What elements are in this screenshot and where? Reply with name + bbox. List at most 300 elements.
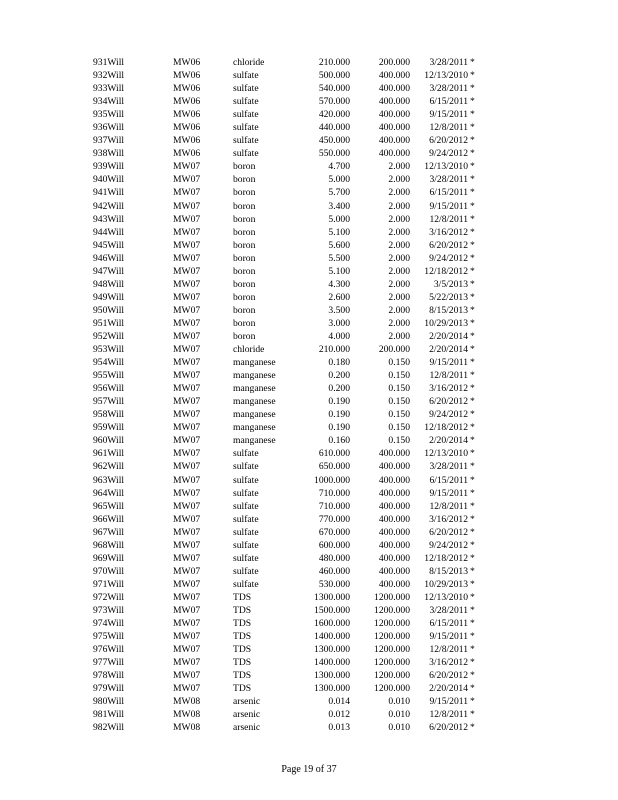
standard-value: 0.150 [388, 435, 410, 447]
well-id: MW07 [173, 278, 201, 290]
table-row [0, 304, 618, 317]
result-value: 5.000 [328, 213, 350, 225]
sample-date: 12/8/2011 [429, 122, 468, 134]
parameter: manganese [233, 409, 276, 421]
result-value: 550.000 [318, 148, 350, 160]
result-value: 3.500 [328, 304, 350, 316]
record-number: 935Will [93, 109, 125, 121]
table-row [0, 474, 618, 487]
sample-date: 8/15/2013 [429, 565, 468, 577]
table-row [0, 121, 618, 134]
standard-value: 400.000 [378, 148, 410, 160]
standard-value: 0.150 [388, 357, 410, 369]
exceedance-flag: * [470, 70, 475, 82]
table-row [0, 552, 618, 565]
record-number: 957Will [93, 396, 125, 408]
sample-date: 10/29/2013 [424, 578, 468, 590]
exceedance-flag: * [470, 278, 475, 290]
table-row [0, 434, 618, 447]
standard-value: 1200.000 [374, 670, 410, 682]
result-value: 5.700 [328, 187, 350, 199]
parameter: sulfate [233, 500, 259, 512]
exceedance-flag: * [470, 487, 475, 499]
standard-value: 400.000 [378, 565, 410, 577]
record-number: 958Will [93, 409, 125, 421]
table-row [0, 147, 618, 160]
well-id: MW07 [173, 474, 201, 486]
well-id: MW07 [173, 683, 201, 695]
exceedance-flag: * [470, 539, 475, 551]
sample-date: 9/15/2011 [429, 631, 468, 643]
result-value: 5.500 [328, 252, 350, 264]
record-number: 946Will [93, 252, 125, 264]
table-row [0, 56, 618, 69]
exceedance-flag: * [470, 304, 475, 316]
page-footer [0, 764, 618, 775]
parameter: sulfate [233, 461, 259, 473]
parameter: chloride [233, 344, 265, 356]
result-value: 0.200 [328, 370, 350, 382]
table-row [0, 460, 618, 473]
table-row [0, 173, 618, 186]
standard-value: 2.000 [388, 304, 410, 316]
data-table [0, 56, 618, 734]
standard-value: 2.000 [388, 239, 410, 251]
record-number: 933Will [93, 83, 125, 95]
parameter: boron [233, 278, 256, 290]
well-id: MW07 [173, 448, 201, 460]
parameter: manganese [233, 396, 276, 408]
well-id: MW07 [173, 618, 201, 630]
standard-value: 2.000 [388, 252, 410, 264]
table-row [0, 421, 618, 434]
standard-value: 2.000 [388, 291, 410, 303]
table-row [0, 721, 618, 734]
exceedance-flag: * [470, 604, 475, 616]
parameter: boron [233, 252, 256, 264]
result-value: 4.700 [328, 161, 350, 173]
standard-value: 400.000 [378, 135, 410, 147]
sample-date: 3/28/2011 [429, 57, 468, 68]
sample-date: 9/15/2011 [429, 200, 468, 212]
exceedance-flag: * [470, 213, 475, 225]
exceedance-flag: * [470, 370, 475, 382]
sample-date: 3/16/2012 [429, 226, 468, 238]
result-value: 530.000 [318, 578, 350, 590]
result-value: 1300.000 [314, 683, 350, 695]
table-row [0, 487, 618, 500]
result-value: 670.000 [318, 526, 350, 538]
table-row [0, 95, 618, 108]
well-id: MW08 [173, 696, 201, 708]
table-row [0, 669, 618, 682]
table-row [0, 108, 618, 121]
record-number: 975Will [93, 631, 125, 643]
result-value: 5.000 [328, 174, 350, 186]
well-id: MW07 [173, 526, 201, 538]
result-value: 1400.000 [314, 657, 350, 669]
sample-date: 9/24/2012 [429, 252, 468, 264]
table-row [0, 578, 618, 591]
result-value: 0.190 [328, 409, 350, 421]
table-row [0, 160, 618, 173]
standard-value: 0.150 [388, 409, 410, 421]
standard-value: 1200.000 [374, 657, 410, 669]
record-number: 941Will [93, 187, 125, 199]
table-row [0, 395, 618, 408]
well-id: MW08 [173, 722, 201, 734]
table-row [0, 69, 618, 82]
parameter: sulfate [233, 122, 259, 134]
standard-value: 0.150 [388, 383, 410, 395]
record-number: 959Will [93, 422, 125, 434]
exceedance-flag: * [470, 409, 475, 421]
well-id: MW08 [173, 709, 201, 721]
sample-date: 12/8/2011 [429, 709, 468, 721]
table-row [0, 343, 618, 356]
result-value: 450.000 [318, 135, 350, 147]
result-value: 1600.000 [314, 618, 350, 630]
parameter: boron [233, 239, 256, 251]
table-row [0, 695, 618, 708]
table-row [0, 591, 618, 604]
record-number: 962Will [93, 461, 125, 473]
record-number: 980Will [93, 696, 125, 708]
standard-value: 0.010 [388, 696, 410, 708]
parameter: manganese [233, 422, 276, 434]
well-id: MW06 [173, 96, 201, 108]
table-row [0, 200, 618, 213]
standard-value: 2.000 [388, 330, 410, 342]
result-value: 4.000 [328, 330, 350, 342]
result-value: 710.000 [318, 487, 350, 499]
well-id: MW07 [173, 409, 201, 421]
standard-value: 1200.000 [374, 604, 410, 616]
result-value: 540.000 [318, 83, 350, 95]
exceedance-flag: * [470, 578, 475, 590]
exceedance-flag: * [470, 317, 475, 329]
standard-value: 2.000 [388, 213, 410, 225]
parameter: sulfate [233, 474, 259, 486]
sample-date: 9/24/2012 [429, 148, 468, 160]
well-id: MW07 [173, 487, 201, 499]
exceedance-flag: * [470, 174, 475, 186]
table-row [0, 213, 618, 226]
table-row [0, 539, 618, 552]
exceedance-flag: * [470, 83, 475, 95]
standard-value: 400.000 [378, 122, 410, 134]
record-number: 967Will [93, 526, 125, 538]
sample-date: 2/20/2014 [429, 683, 468, 695]
parameter: sulfate [233, 96, 259, 108]
well-id: MW07 [173, 396, 201, 408]
table-row [0, 408, 618, 421]
sample-date: 3/28/2011 [429, 83, 468, 95]
table-row [0, 265, 618, 278]
well-id: MW07 [173, 539, 201, 551]
record-number: 948Will [93, 278, 125, 290]
standard-value: 0.150 [388, 370, 410, 382]
result-value: 3.000 [328, 317, 350, 329]
result-value: 0.160 [328, 435, 350, 447]
sample-date: 12/18/2012 [424, 422, 468, 434]
well-id: MW07 [173, 461, 201, 473]
parameter: TDS [233, 631, 252, 643]
standard-value: 1200.000 [374, 644, 410, 656]
record-number: 931Will [93, 57, 125, 68]
exceedance-flag: * [470, 631, 475, 643]
record-number: 938Will [93, 148, 125, 160]
table-row [0, 500, 618, 513]
well-id: MW06 [173, 57, 201, 68]
sample-date: 12/18/2012 [424, 552, 468, 564]
result-value: 440.000 [318, 122, 350, 134]
standard-value: 2.000 [388, 317, 410, 329]
sample-date: 3/16/2012 [429, 657, 468, 669]
sample-date: 12/13/2010 [424, 161, 468, 173]
well-id: MW07 [173, 213, 201, 225]
parameter: boron [233, 226, 256, 238]
parameter: sulfate [233, 135, 259, 147]
sample-date: 2/20/2014 [429, 435, 468, 447]
record-number: 956Will [93, 383, 125, 395]
sample-date: 6/20/2012 [429, 722, 468, 734]
parameter: TDS [233, 683, 252, 695]
record-number: 979Will [93, 683, 125, 695]
table-row [0, 186, 618, 199]
parameter: boron [233, 187, 256, 199]
well-id: MW07 [173, 513, 201, 525]
result-value: 650.000 [318, 461, 350, 473]
exceedance-flag: * [470, 552, 475, 564]
exceedance-flag: * [470, 161, 475, 173]
parameter: sulfate [233, 83, 259, 95]
table-row [0, 382, 618, 395]
parameter: arsenic [233, 709, 261, 721]
record-number: 942Will [93, 200, 125, 212]
record-number: 947Will [93, 265, 125, 277]
sample-date: 2/20/2014 [429, 330, 468, 342]
well-id: MW06 [173, 70, 201, 82]
exceedance-flag: * [470, 200, 475, 212]
result-value: 710.000 [318, 500, 350, 512]
result-value: 0.014 [328, 696, 350, 708]
well-id: MW07 [173, 187, 201, 199]
record-number: 961Will [93, 448, 125, 460]
exceedance-flag: * [470, 591, 475, 603]
well-id: MW07 [173, 631, 201, 643]
exceedance-flag: * [470, 96, 475, 108]
exceedance-flag: * [470, 252, 475, 264]
result-value: 1400.000 [314, 631, 350, 643]
sample-date: 6/20/2012 [429, 396, 468, 408]
result-value: 770.000 [318, 513, 350, 525]
standard-value: 400.000 [378, 539, 410, 551]
exceedance-flag: * [470, 461, 475, 473]
parameter: manganese [233, 370, 276, 382]
sample-date: 6/15/2011 [429, 474, 468, 486]
table-row [0, 278, 618, 291]
sample-date: 6/20/2012 [429, 239, 468, 251]
result-value: 480.000 [318, 552, 350, 564]
result-value: 0.190 [328, 422, 350, 434]
table-row [0, 643, 618, 656]
record-number: 937Will [93, 135, 125, 147]
exceedance-flag: * [470, 109, 475, 121]
table-row [0, 682, 618, 695]
result-value: 600.000 [318, 539, 350, 551]
parameter: boron [233, 265, 256, 277]
sample-date: 3/16/2012 [429, 513, 468, 525]
record-number: 943Will [93, 213, 125, 225]
exceedance-flag: * [470, 500, 475, 512]
result-value: 500.000 [318, 70, 350, 82]
table-row [0, 656, 618, 669]
result-value: 2.600 [328, 291, 350, 303]
sample-date: 6/15/2011 [429, 96, 468, 108]
exceedance-flag: * [470, 291, 475, 303]
table-row [0, 252, 618, 265]
sample-date: 3/28/2011 [429, 604, 468, 616]
table-row [0, 317, 618, 330]
table-row [0, 226, 618, 239]
table-row [0, 82, 618, 95]
result-value: 460.000 [318, 565, 350, 577]
parameter: boron [233, 161, 256, 173]
well-id: MW07 [173, 174, 201, 186]
exceedance-flag: * [470, 396, 475, 408]
sample-date: 12/13/2010 [424, 448, 468, 460]
parameter: TDS [233, 657, 252, 669]
sample-date: 9/15/2011 [429, 109, 468, 121]
well-id: MW07 [173, 435, 201, 447]
exceedance-flag: * [470, 670, 475, 682]
well-id: MW07 [173, 317, 201, 329]
exceedance-flag: * [470, 683, 475, 695]
record-number: 969Will [93, 552, 125, 564]
standard-value: 400.000 [378, 526, 410, 538]
record-number: 973Will [93, 604, 125, 616]
sample-date: 12/8/2011 [429, 644, 468, 656]
exceedance-flag: * [470, 383, 475, 395]
sample-date: 3/28/2011 [429, 174, 468, 186]
exceedance-flag: * [470, 618, 475, 630]
standard-value: 2.000 [388, 161, 410, 173]
record-number: 978Will [93, 670, 125, 682]
parameter: sulfate [233, 539, 259, 551]
record-number: 945Will [93, 239, 125, 251]
exceedance-flag: * [470, 226, 475, 238]
standard-value: 200.000 [378, 57, 410, 68]
table-row [0, 513, 618, 526]
standard-value: 2.000 [388, 226, 410, 238]
sample-date: 12/13/2010 [424, 591, 468, 603]
parameter: arsenic [233, 696, 261, 708]
record-number: 960Will [93, 435, 125, 447]
exceedance-flag: * [470, 474, 475, 486]
parameter: sulfate [233, 565, 259, 577]
standard-value: 1200.000 [374, 618, 410, 630]
exceedance-flag: * [470, 265, 475, 277]
record-number: 954Will [93, 357, 125, 369]
standard-value: 2.000 [388, 174, 410, 186]
record-number: 970Will [93, 565, 125, 577]
well-id: MW07 [173, 552, 201, 564]
table-row [0, 708, 618, 721]
table-row [0, 447, 618, 460]
exceedance-flag: * [470, 696, 475, 708]
record-number: 936Will [93, 122, 125, 134]
table-row [0, 526, 618, 539]
result-value: 1500.000 [314, 604, 350, 616]
parameter: sulfate [233, 578, 259, 590]
parameter: TDS [233, 644, 252, 656]
record-number: 968Will [93, 539, 125, 551]
table-row [0, 239, 618, 252]
exceedance-flag: * [470, 644, 475, 656]
exceedance-flag: * [470, 330, 475, 342]
well-id: MW07 [173, 370, 201, 382]
standard-value: 1200.000 [374, 591, 410, 603]
exceedance-flag: * [470, 357, 475, 369]
table-row [0, 134, 618, 147]
well-id: MW07 [173, 500, 201, 512]
parameter: chloride [233, 57, 265, 68]
standard-value: 400.000 [378, 552, 410, 564]
parameter: boron [233, 291, 256, 303]
parameter: TDS [233, 591, 252, 603]
standard-value: 1200.000 [374, 631, 410, 643]
record-number: 972Will [93, 591, 125, 603]
result-value: 210.000 [318, 57, 350, 68]
result-value: 0.012 [328, 709, 350, 721]
parameter: TDS [233, 604, 252, 616]
parameter: sulfate [233, 526, 259, 538]
parameter: boron [233, 304, 256, 316]
record-number: 951Will [93, 317, 125, 329]
table-row [0, 565, 618, 578]
exceedance-flag: * [470, 122, 475, 134]
result-value: 4.300 [328, 278, 350, 290]
result-value: 3.400 [328, 200, 350, 212]
standard-value: 2.000 [388, 278, 410, 290]
standard-value: 400.000 [378, 474, 410, 486]
result-value: 0.200 [328, 383, 350, 395]
sample-date: 9/15/2011 [429, 696, 468, 708]
parameter: boron [233, 213, 256, 225]
record-number: 932Will [93, 70, 125, 82]
record-number: 952Will [93, 330, 125, 342]
well-id: MW06 [173, 122, 201, 134]
record-number: 981Will [93, 709, 125, 721]
sample-date: 9/24/2012 [429, 409, 468, 421]
table-row [0, 630, 618, 643]
exceedance-flag: * [470, 239, 475, 251]
exceedance-flag: * [470, 422, 475, 434]
well-id: MW07 [173, 291, 201, 303]
record-number: 940Will [93, 174, 125, 186]
standard-value: 0.010 [388, 722, 410, 734]
table-row [0, 330, 618, 343]
exceedance-flag: * [470, 513, 475, 525]
parameter: boron [233, 174, 256, 186]
record-number: 953Will [93, 344, 125, 356]
standard-value: 400.000 [378, 109, 410, 121]
exceedance-flag: * [470, 709, 475, 721]
parameter: sulfate [233, 552, 259, 564]
parameter: manganese [233, 435, 276, 447]
sample-date: 5/22/2013 [429, 291, 468, 303]
